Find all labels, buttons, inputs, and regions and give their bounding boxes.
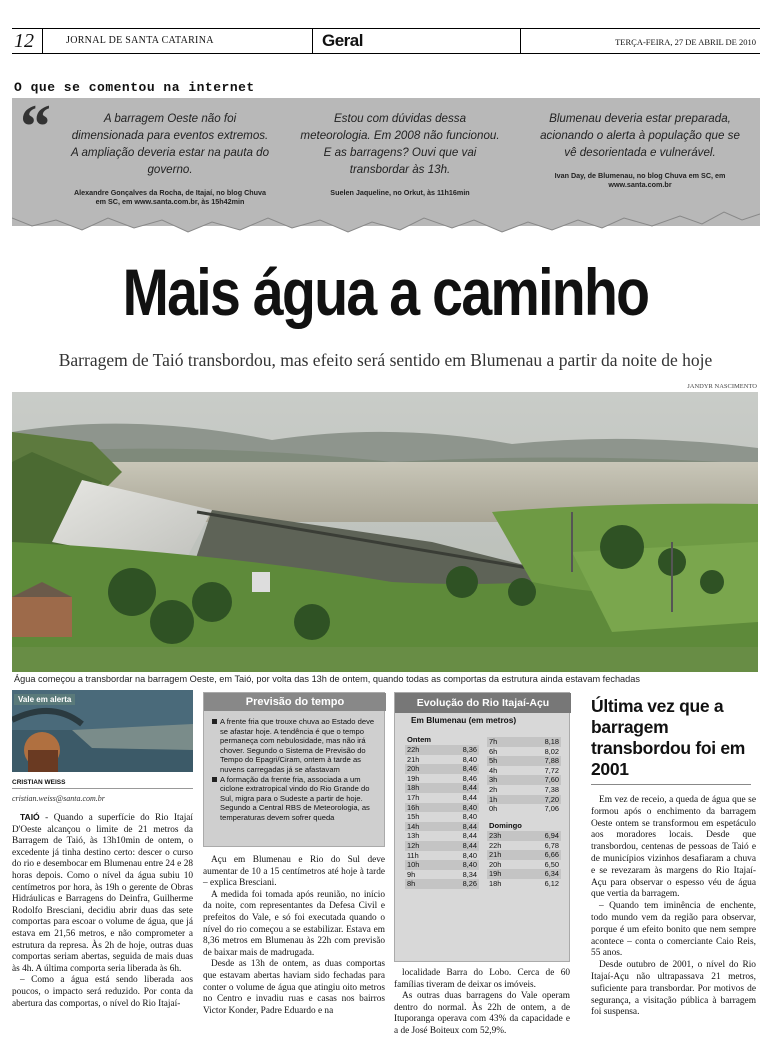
river-hour: 15h [407, 812, 420, 822]
river-hour: 2h [489, 784, 498, 794]
river-level: 8,44 [462, 821, 477, 831]
header-divider [520, 29, 521, 53]
river-row [487, 860, 561, 870]
river-title: Evolução do Rio Itajaí-Açu [395, 693, 571, 713]
page-header [12, 28, 760, 54]
river-level: 8,44 [462, 792, 477, 802]
river-row [405, 879, 479, 889]
river-hour: 0h [489, 804, 498, 814]
river-hour: 9h [407, 869, 416, 879]
paragraph: – Quando tem iminência de enchente, todo mundo vem da região para observar, porque é um efeito bonito que nem sempre acontece – conta o comerciante Caio Reis, 55 anos. [591, 901, 756, 959]
river-table-ontem-cont [487, 737, 561, 814]
comment-author: Alexandre Gonçalves da Rocha, de Itajaí, no blog Chuva em SC, em www.santa.com.br, às 15h42min [73, 188, 267, 206]
river-hour: 4h [489, 765, 498, 775]
river-level: 8,44 [462, 831, 477, 841]
river-row [487, 850, 561, 860]
river-row [487, 775, 561, 785]
article-column-1 [12, 812, 193, 1010]
river-level: 7,60 [544, 775, 559, 785]
paragraph: A medida foi tomada após reunião, no início da noite, com representantes da Defesa Civil e prefeitos do Vale, e só foi executada quando o nível do rio começou a se estabilizar. Estava em 8,36 metros em Blumenau às 22h com previsão de baixar mais de madrugada. [203, 889, 385, 958]
label-ontem: Ontem [407, 735, 432, 744]
river-level: 8,02 [544, 746, 559, 756]
river-row [487, 737, 561, 747]
comment-quote: A barragem Oeste não foi dimensionada para eventos extremos. A ampliação deveria estar na pauta do governo. [70, 112, 270, 176]
river-hour: 13h [407, 831, 420, 841]
paragraph: As outras duas barragens do Vale operam dentro do normal. Às 22h de ontem, a de Ituporanga operava com 43% da capacidade e a de José Boiteux com 52,9%. [394, 991, 570, 1036]
river-level: 6,94 [544, 831, 559, 840]
river-hour: 21h [407, 754, 420, 764]
river-hour: 14h [407, 821, 420, 831]
paragraph-text: - Quando a superfície do Rio Itajaí D'Oeste alcançou o limite de 21 metros da Barragem de Taió, às 13h10min de ontem, o excedente já tinha destino certo: descer o curso do rio e desembocar em Blumenau entre 24 e 28 horas depois. Como o nível da água subiu 10 centímetros por hora, às 19h o gerente de Obras Hidráulicas e Barragens do Deinfra, Guilherme Rodolfo Bresciani, decidiu abrir duas das sete comportas para escoar o volume de água, que já estava em 21,56 metros, e não comprometer a estrutura da represa. Às 2h de hoje, outras duas comportas seriam abertas, seguida de mais duas às 4h. A última comporta seria liberada às 6h. [12, 813, 193, 974]
paragraph: Desde outubro de 2001, o nível do Rio Itajaí-Açu não ultrapassava 21 metros, suficiente para transbordar. Por motivos de segurança, a visitação pública à barragem foi suspensa. [591, 960, 756, 1018]
river-row [487, 756, 561, 766]
river-hour: 20h [489, 859, 502, 869]
river-level: 7,20 [544, 794, 559, 804]
section-name: Geral [322, 31, 363, 50]
river-level: 7,88 [544, 756, 559, 766]
river-row [405, 812, 479, 822]
river-hour: 20h [407, 764, 420, 774]
river-level: 6,66 [544, 850, 559, 860]
river-row [405, 860, 479, 870]
river-row [405, 793, 479, 803]
river-row [405, 755, 479, 765]
river-hour: 23h [489, 831, 502, 840]
river-level: 8,18 [544, 737, 559, 746]
author-email: cristian.weiss@santa.com.br [12, 794, 105, 803]
river-hour: 1h [489, 794, 498, 804]
river-level: 8,44 [462, 840, 477, 850]
river-level: 6,34 [544, 869, 559, 879]
river-level: 7,06 [544, 804, 559, 814]
river-hour: 19h [407, 773, 420, 783]
river-level: 6,50 [544, 859, 559, 869]
river-hour: 18h [489, 878, 502, 888]
river-row [487, 747, 561, 757]
river-table-domingo [487, 831, 561, 889]
river-hour: 8h [407, 879, 416, 889]
article-column-3 [394, 968, 570, 1038]
sidebar-body [591, 795, 756, 1019]
dam-photo [12, 392, 758, 672]
river-hour: 16h [407, 802, 420, 812]
dateline: TAIÓ [20, 812, 40, 822]
river-hour: 12h [407, 840, 420, 850]
river-row [487, 841, 561, 851]
river-level: 8,46 [462, 764, 477, 774]
river-level: 8,44 [462, 783, 477, 793]
river-hour: 11h [407, 850, 419, 860]
river-row [487, 879, 561, 889]
river-level: 8,40 [462, 812, 477, 822]
weather-item: A frente fria que trouxe chuva ao Estado deve se afastar hoje. A tendência é que o tempo permaneça com nebulosidade, mas não irá chover. Segundo o Sistema de Previsão do Tempo do Epagri/Ciram, ontem à tarde as nuvens carregadas já se afastavam [212, 717, 380, 775]
comment-author: Suelen Jaqueline, no Orkut, às 11h16min [330, 188, 470, 197]
comment-item [300, 110, 500, 197]
river-row [487, 831, 561, 841]
river-hour: 7h [489, 737, 498, 746]
river-level: 8,36 [462, 745, 477, 754]
river-level: 8,46 [462, 773, 477, 783]
river-row [405, 764, 479, 774]
river-level: 8,40 [462, 860, 477, 870]
comment-item [540, 110, 740, 189]
river-level: 8,40 [462, 802, 477, 812]
page-number: 12 [12, 29, 43, 53]
river-row [487, 795, 561, 805]
comments-title: O que se comentou na internet [14, 80, 255, 95]
paragraph: – Como a água está sendo liberada aos poucos, o impacto será reduzido. Por conta da abertura das comportas, o nível do Rio Itajaí- [12, 975, 193, 1009]
river-hour: 10h [407, 860, 420, 870]
river-hour: 5h [489, 756, 498, 766]
river-hour: 17h [407, 792, 420, 802]
paragraph: localidade Barra do Lobo. Cerca de 60 famílias tiveram de deixar os imóveis. [394, 968, 570, 990]
comment-quote: Estou com dúvidas dessa meteorologia. Em 2008 não funcionou. E as barragens? Ouvi que vai transbordar às 13h. [300, 112, 500, 176]
river-row [405, 841, 479, 851]
sidebar-rule [591, 784, 751, 785]
river-hour: 6h [489, 746, 498, 756]
torn-paper-edge [12, 206, 760, 238]
river-level: 8,34 [462, 869, 477, 879]
river-subtitle: Em Blumenau (em metros) [411, 715, 517, 725]
river-level: 7,72 [544, 765, 559, 775]
article-column-2 [203, 855, 385, 1017]
river-hour: 3h [489, 775, 498, 785]
river-row [487, 869, 561, 879]
river-hour: 19h [489, 869, 502, 879]
river-row [405, 774, 479, 784]
river-row [405, 783, 479, 793]
comment-item [70, 110, 270, 206]
river-row [405, 803, 479, 813]
sidebar-title: Última vez que a barragem transbordou foi em 2001 [591, 696, 746, 779]
river-hour: 18h [407, 783, 420, 793]
river-row [405, 851, 479, 861]
weather-item: A formação da frente fria, associada a um ciclone extratropical vindo do Rio Grande do Sul, migra para o Sudeste a partir de hoje. Segundo a Central RBS de Meteorologia, as temperaturas devem sofrer queda [212, 775, 380, 823]
river-row [487, 785, 561, 795]
river-row [405, 831, 479, 841]
paragraph: Açu em Blumenau e Rio do Sul deve aumentar de 10 a 15 centímetros até hoje à tarde – explica Bresciani. [203, 855, 385, 889]
river-row [405, 745, 479, 755]
river-row [487, 766, 561, 776]
comment-quote: Blumenau deveria estar preparada, acionando o alerta à população que se vê desorientada e vulnerável. [540, 112, 740, 159]
river-hour: 22h [489, 840, 502, 850]
weather-title: Previsão do tempo [204, 693, 386, 711]
alert-label: Vale em alerta [14, 694, 75, 705]
river-level-box [394, 692, 570, 962]
river-level: 6,12 [544, 878, 559, 888]
label-domingo: Domingo [489, 821, 522, 830]
river-row [405, 822, 479, 832]
river-level: 8,40 [462, 850, 477, 860]
headline: Mais água a caminho [122, 255, 649, 329]
river-table-ontem [405, 745, 479, 889]
newspaper-name: JORNAL DE SANTA CATARINA [66, 35, 214, 46]
river-level: 6,78 [544, 840, 559, 850]
issue-date: TERÇA-FEIRA, 27 DE ABRIL DE 2010 [615, 37, 756, 47]
photo-credit: JANDYR NASCIMENTO [687, 383, 757, 390]
paragraph: Em vez de receio, a queda de água que se formou após o enchimento da barragem Oeste ontem se transformou em espetáculo aos moradores locais. Desde que transbordou, centenas de pessoas de Taió e de municípios vizinhos desafiaram a chuva e se revezaram às margens do Rio Itajaí-Açu para observar o espesso véu de água que vertia da barragem. [591, 795, 756, 900]
header-divider [312, 29, 313, 53]
comment-author: Ivan Day, de Blumenau, no blog Chuva em SC, em www.santa.com.br [554, 171, 726, 189]
paragraph: Desde as 13h de ontem, as duas comportas que estavam abertas haviam sido fechadas para conter o volume de água que atingiu oito metros no Centro e invadiu ruas e casas nos bairros Victor Konder, Padre Eduardo e na [203, 959, 385, 1016]
quote-mark-icon: “ [20, 93, 51, 161]
byline: CRISTIAN WEISS [12, 779, 193, 789]
river-level: 8,40 [462, 754, 477, 764]
subheadline: Barragem de Taió transbordou, mas efeito será sentido em Blumenau a partir da noite de hoje [58, 350, 713, 370]
river-level: 7,38 [544, 784, 559, 794]
paragraph [12, 812, 193, 975]
river-hour: 22h [407, 745, 420, 754]
weather-box [203, 692, 385, 847]
river-row [487, 804, 561, 814]
river-level: 8,26 [462, 879, 477, 889]
river-row [405, 870, 479, 880]
photo-caption: Água começou a transbordar na barragem Oeste, em Taió, por volta das 13h de ontem, quando todas as comportas da estrutura ainda estavam fechadas [14, 674, 640, 684]
river-hour: 21h [489, 850, 502, 860]
weather-list [212, 717, 380, 823]
